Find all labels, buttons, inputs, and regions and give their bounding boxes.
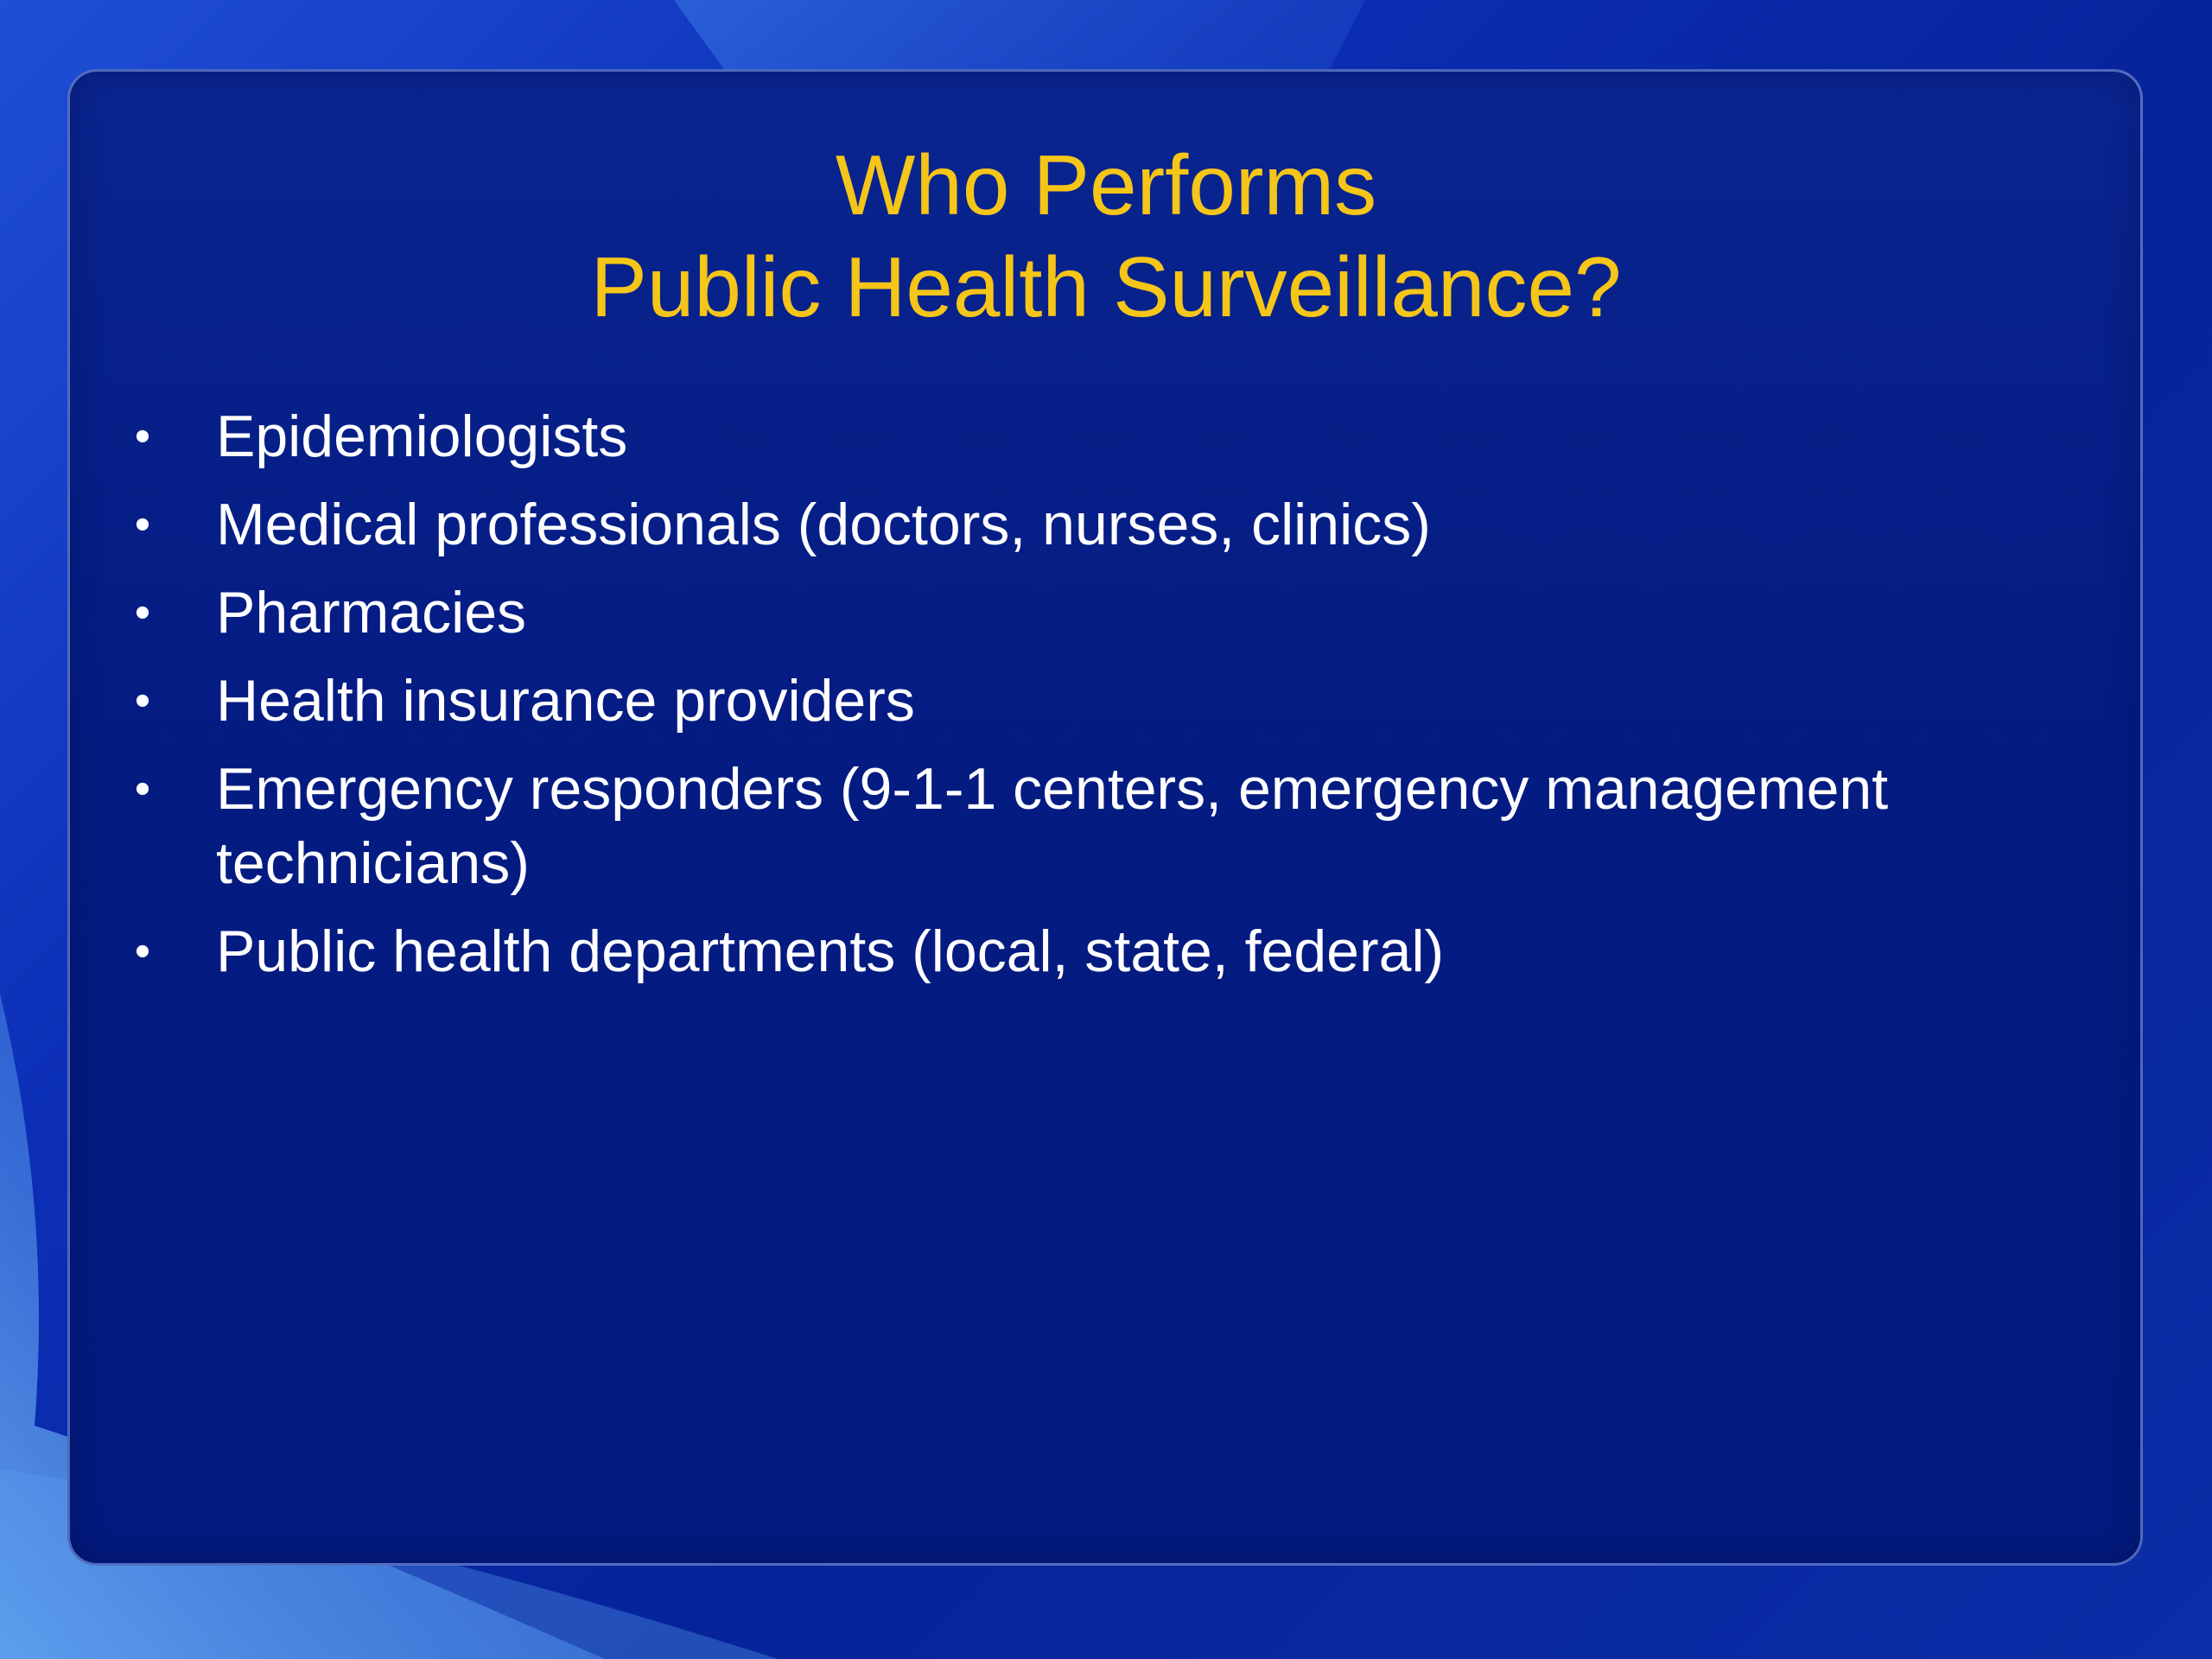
bullet-text: Health insurance providers <box>216 668 915 734</box>
bullet-icon: • <box>134 926 151 976</box>
bullet-icon: • <box>134 764 151 814</box>
bullet-icon: • <box>134 411 151 461</box>
bullet-item-pharmacies <box>130 575 2048 650</box>
bullet-icon: • <box>134 499 151 550</box>
slide-title <box>0 134 2212 338</box>
title-line-2: Public Health Surveillance? <box>590 239 1622 334</box>
bullet-text: Emergency responders (9-1-1 centers, emergency management technicians) <box>216 756 1889 896</box>
bullet-item-public-health-departments <box>130 914 2048 988</box>
bullet-text: Medical professionals (doctors, nurses, clinics) <box>216 492 1431 557</box>
bullet-icon: • <box>134 676 151 726</box>
bullet-icon: • <box>134 588 151 638</box>
title-line-1: Who Performs <box>835 137 1377 232</box>
bullet-item-emergency-responders <box>130 752 2048 900</box>
bullet-list <box>130 399 2048 1002</box>
bullet-text: Pharmacies <box>216 580 527 645</box>
bullet-text: Epidemiologists <box>216 404 628 469</box>
bullet-item-epidemiologists <box>130 399 2048 474</box>
bullet-text: Public health departments (local, state, federal) <box>216 918 1445 984</box>
bullet-item-medical-professionals <box>130 487 2048 562</box>
bullet-item-health-insurance <box>130 664 2048 738</box>
